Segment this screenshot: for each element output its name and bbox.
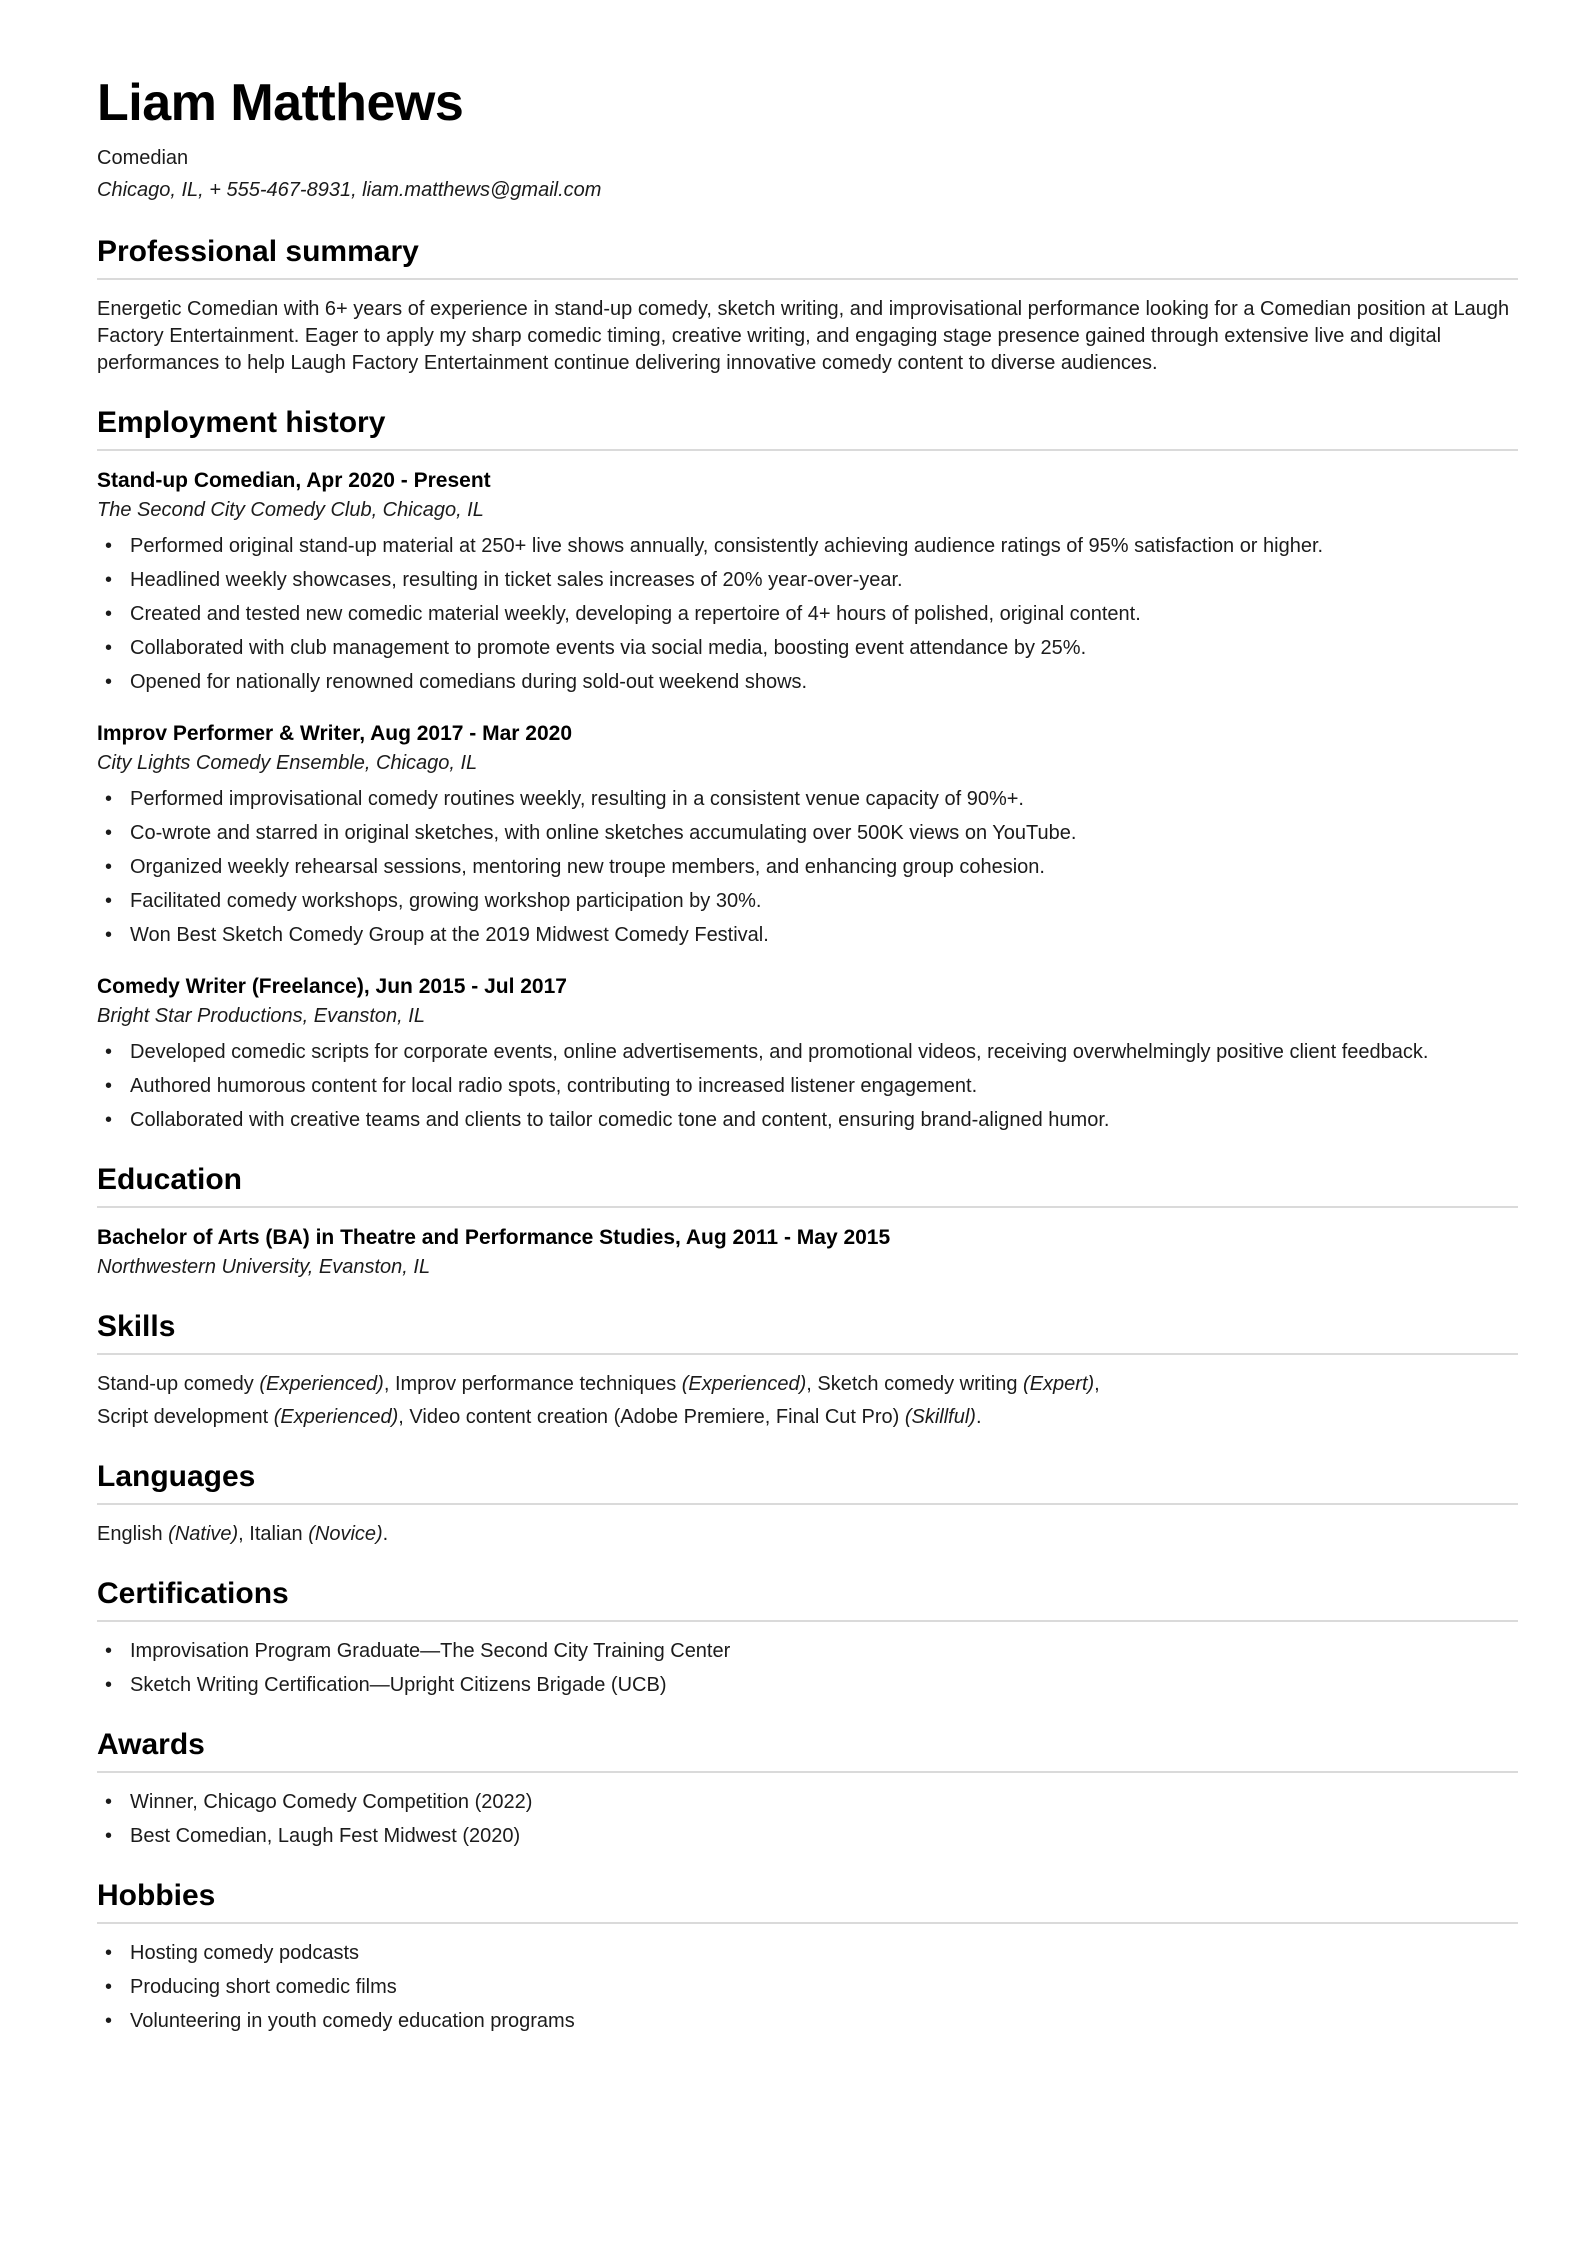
section-divider [97,1503,1518,1505]
section-employment-history [97,405,1518,1134]
bullet-item: • Created and tested new comedic material weekly, developing a repertoire of 4+ hours of polished, original content. [97,601,1518,628]
bullet-item: • Performed original stand-up material at 250+ live shows annually, consistently achieving audience ratings of 95% satisfaction or higher. [97,533,1518,560]
education-entry [97,1224,1518,1281]
certifications-heading: Certifications [97,1576,289,1610]
summary-heading: Professional summary [97,234,419,268]
entry-company: Bright Star Productions, Evanston, IL [97,1004,425,1027]
section-awards [97,1727,1518,1850]
bullet-item: • Opened for nationally renowned comedians during sold-out weekend shows. [97,669,1518,696]
award-item: • Winner, Chicago Comedy Competition (2022) [97,1789,1518,1816]
employment-entry [97,720,1518,949]
section-divider [97,1620,1518,1622]
hobby-item: • Producing short comedic films [97,1974,1518,2001]
certifications-list [97,1638,1518,1699]
languages-line: English (Native), Italian (Novice). [97,1522,389,1545]
skills-heading: Skills [97,1309,176,1343]
bullet-item: • Developed comedic scripts for corporate events, online advertisements, and promotional videos, receiving overwhelmingly positive client feedback. [97,1039,1518,1066]
hobby-item: • Volunteering in youth comedy education programs [97,2008,1518,2035]
candidate-name: Liam Matthews [97,74,464,132]
entry-bullet-list [97,1039,1518,1134]
hobbies-list [97,1940,1518,2035]
skills-line: Stand-up comedy (Experienced), Improv performance techniques (Experienced), Sketch comedy writing (Expert), [97,1372,1100,1395]
bullet-item: • Organized weekly rehearsal sessions, mentoring new troupe members, and enhancing group cohesion. [97,854,1518,881]
awards-heading: Awards [97,1727,205,1761]
entry-title: Improv Performer & Writer, Aug 2017 - Mar 2020 [97,721,573,745]
hobbies-heading: Hobbies [97,1878,216,1912]
section-divider [97,1353,1518,1355]
summary-text: Energetic Comedian with 6+ years of experience in stand-up comedy, sketch writing, and improvisational performance looking for a Comedian position at Laugh Factory Entertainment. Eager to apply my sharp comedic timing, creative writing, and engaging stage presence gained through extensive live and digital performances to help Laugh Factory Entertainment continue delivering innovative comedy content to diverse audiences. [97,297,1510,374]
bullet-item: • Co-wrote and starred in original sketches, with online sketches accumulating over 500K views on YouTube. [97,820,1518,847]
section-divider [97,449,1518,451]
school-name: Northwestern University, Evanston, IL [97,1255,431,1278]
bullet-item: • Collaborated with creative teams and clients to tailor comedic tone and content, ensuring brand-aligned humor. [97,1107,1518,1134]
section-skills [97,1309,1518,1431]
section-divider [97,278,1518,280]
candidate-role: Comedian [97,146,189,169]
entry-company: City Lights Comedy Ensemble, Chicago, IL [97,751,478,774]
skills-line: Script development (Experienced), Video content creation (Adobe Premiere, Final Cut Pro) (Skillful). [97,1405,982,1428]
hobby-item: • Hosting comedy podcasts [97,1940,1518,1967]
section-languages [97,1459,1518,1548]
bullet-item: • Won Best Sketch Comedy Group at the 2019 Midwest Comedy Festival. [97,922,1518,949]
section-divider [97,1206,1518,1208]
section-certifications [97,1576,1518,1699]
bullet-item: • Headlined weekly showcases, resulting in ticket sales increases of 20% year-over-year. [97,567,1518,594]
section-education [97,1162,1518,1281]
section-divider [97,1922,1518,1924]
contact-line: Chicago, IL, + 555-467-8931, liam.matthews@gmail.com [97,178,602,201]
certification-item: • Sketch Writing Certification—Upright Citizens Brigade (UCB) [97,1672,1518,1699]
award-item: • Best Comedian, Laugh Fest Midwest (2020) [97,1823,1518,1850]
entry-title: Stand-up Comedian, Apr 2020 - Present [97,468,491,492]
degree-title: Bachelor of Arts (BA) in Theatre and Performance Studies, Aug 2011 - May 2015 [97,1225,891,1249]
employment-heading: Employment history [97,405,386,439]
employment-entry [97,973,1518,1134]
entry-title: Comedy Writer (Freelance), Jun 2015 - Jul 2017 [97,974,567,998]
section-divider [97,1771,1518,1773]
bullet-item: • Facilitated comedy workshops, growing workshop participation by 30%. [97,888,1518,915]
awards-list [97,1789,1518,1850]
languages-heading: Languages [97,1459,256,1493]
entry-company: The Second City Comedy Club, Chicago, IL [97,498,484,521]
section-professional-summary [97,234,1518,377]
bullet-item: • Collaborated with club management to promote events via social media, boosting event attendance by 25%. [97,635,1518,662]
entry-bullet-list [97,533,1518,696]
employment-entry [97,467,1518,696]
resume-header [97,74,1518,206]
certification-item: • Improvisation Program Graduate—The Second City Training Center [97,1638,1518,1665]
bullet-item: • Authored humorous content for local radio spots, contributing to increased listener engagement. [97,1073,1518,1100]
section-hobbies [97,1878,1518,2035]
education-heading: Education [97,1162,243,1196]
bullet-item: • Performed improvisational comedy routines weekly, resulting in a consistent venue capacity of 90%+. [97,786,1518,813]
entry-bullet-list [97,786,1518,949]
